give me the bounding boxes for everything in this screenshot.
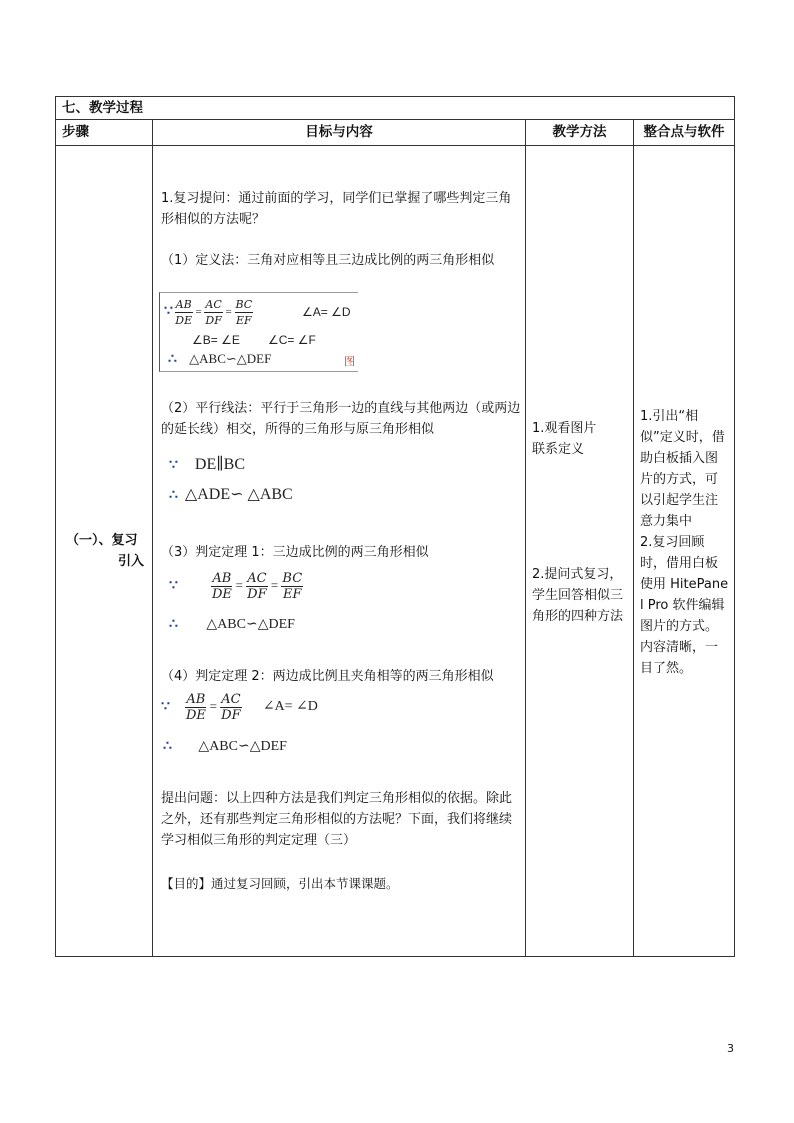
- similar-abc-def: △ABC∽△DEF: [198, 739, 287, 754]
- header-method: 教学方法: [526, 120, 634, 146]
- header-content: 目标与内容: [153, 120, 526, 146]
- angle-b-equals-e: ∠B= ∠E: [192, 333, 240, 347]
- header-step: 步骤: [56, 120, 153, 146]
- method-definition: （1）定义法：三角对应相等且三边成比例的两三角形相似: [161, 253, 495, 268]
- figure-parallel-line2: [169, 484, 293, 504]
- similar-abc-def: △ABC∽△DEF: [206, 617, 295, 632]
- figure-mark: 图: [344, 356, 355, 368]
- fraction-ab-de: $\frac{AB}{DE}$: [211, 571, 232, 602]
- purpose-note: 【目的】通过复习回顾，引出本节课课题。: [161, 876, 399, 891]
- review-question: 1.复习提问：通过前面的学习，同学们已掌握了哪些判定三角形相似的方法呢？: [161, 191, 512, 227]
- hence-symbol: ∴: [168, 352, 176, 367]
- figure-definition: ∵ $\frac{AB}{DE}$ = $\frac{AC}{DF}$ = $\frac{BC}{EF}$ ∠A= ∠D ∠B= ∠E ∠C= ∠F ∴ △ABC∽△DEF 图: [159, 292, 358, 372]
- angle-a-equals-d: ∠A= ∠D: [302, 305, 351, 319]
- software-cell: [634, 146, 735, 957]
- method-theorem1: （3）判定定理 1：三边成比例的两三角形相似: [161, 545, 429, 560]
- software-note-2: 2.复习回顾时，借用白板使用 HitePanel Pro 软件编辑图片的方式。内容清晰，一目了然。: [640, 535, 729, 676]
- content-cell: [153, 146, 526, 957]
- figure-theorem1-conclusion: [169, 616, 295, 633]
- step-cell: [56, 146, 153, 957]
- fraction-bc-ef: $\frac{BC}{EF}$: [235, 298, 253, 327]
- figure-theorem2-ratios: ∵ $\frac{AB}{DE}$ = $\frac{AC}{DF}$ ∠A= ∠D: [161, 692, 318, 723]
- since-symbol: ∵: [169, 578, 177, 594]
- section-title: 七、教学过程: [56, 97, 735, 120]
- since-symbol: ∵: [169, 458, 177, 473]
- software-note-1: 1.引出“相似”定义时，借助白板插入图片的方式，可以引起学生注意力集中: [640, 409, 725, 529]
- fraction-bc-ef: $\frac{BC}{EF}$: [282, 571, 303, 602]
- step-label: [66, 530, 146, 572]
- figure-theorem1-ratios: ∵ $\frac{AB}{DE}$ = $\frac{AC}{DF}$ = $\frac{BC}{EF}$: [169, 571, 303, 602]
- angle-c-equals-f: ∠C= ∠F: [268, 333, 316, 347]
- figure-parallel-line1: [169, 454, 245, 474]
- fraction-ac-df: $\frac{AC}{DF}$: [205, 298, 222, 327]
- fraction-ac-df: $\frac{AC}{DF}$: [221, 692, 241, 723]
- fraction-ab-de: $\frac{AB}{DE}$: [185, 692, 206, 723]
- method-question-review: 2.提问式复习，学生回答相似三角形的四种方法: [532, 567, 624, 624]
- method-observe: 1.观看图片联系定义: [532, 421, 597, 457]
- header-software: 整合点与软件: [634, 120, 735, 146]
- step-label-line2: 引入: [117, 554, 144, 569]
- fraction-ab-de: $\frac{AB}{DE}$: [175, 298, 193, 327]
- method-cell: [526, 146, 634, 957]
- since-symbol: ∵: [164, 304, 172, 320]
- angle-a-equals-d: ∠A= ∠D: [262, 699, 318, 715]
- similar-ade-abc: △ADE∽ △ABC: [184, 486, 293, 503]
- step-label-line1: （一）、复习: [66, 533, 138, 548]
- teaching-process-table: [55, 96, 735, 957]
- question-prompt: 提出问题：以上四种方法是我们判定三角形相似的依据。除此之外，还有那些判定三角形相似的方法呢？下面，我们将继续学习相似三角形的判定定理（三）: [161, 791, 513, 848]
- page-number: 3: [727, 1042, 734, 1055]
- method-theorem2: （4）判定定理 2：两边成比例且夹角相等的两三角形相似: [161, 669, 494, 684]
- hence-symbol: ∴: [163, 739, 171, 754]
- similar-abc-def: △ABC∽△DEF: [189, 351, 272, 366]
- de-parallel-bc: DE∥BC: [194, 456, 245, 473]
- hence-symbol: ∴: [169, 617, 177, 632]
- figure-theorem2-conclusion: [163, 738, 287, 755]
- hence-symbol: ∴: [169, 488, 177, 503]
- since-symbol: ∵: [161, 699, 169, 715]
- fraction-ac-df: $\frac{AC}{DF}$: [247, 571, 267, 602]
- method-parallel: （2）平行线法：平行于三角形一边的直线与其他两边（或两边的延长线）相交，所得的三角形与原三角形相似: [161, 401, 521, 437]
